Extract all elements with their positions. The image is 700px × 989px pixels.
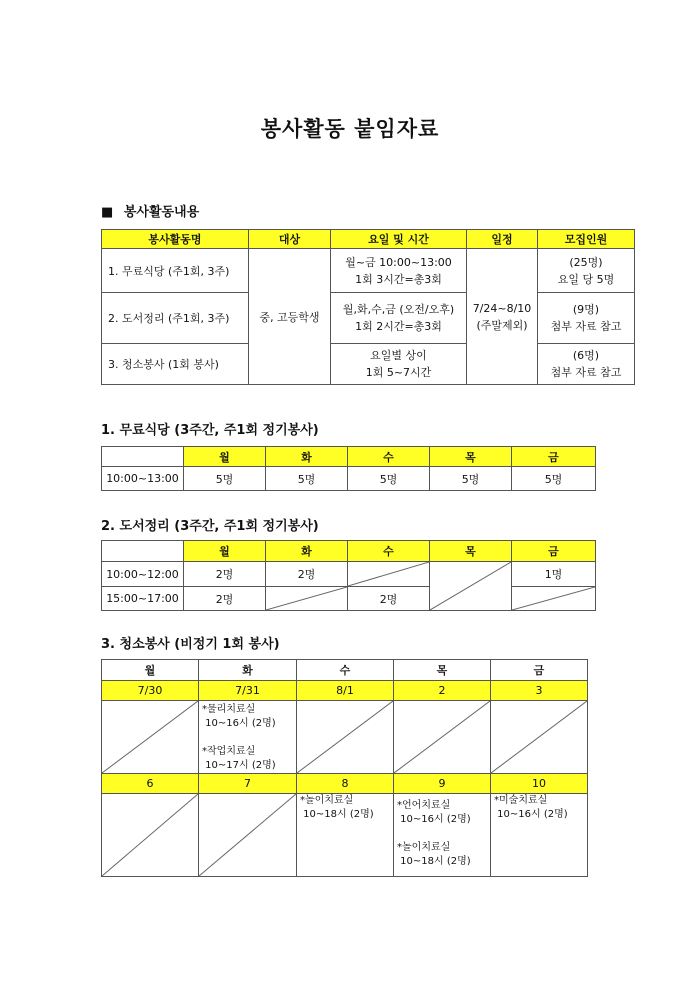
cleaning-table [101,659,588,877]
assignment-cell [491,794,588,877]
empty-slashed-cell [297,701,394,774]
recruit-note: 첨부 자료 참고 [550,320,622,333]
day-header: 수 [348,541,430,562]
day-time-line: 월,화,수,금 (오전/오후) [342,303,455,316]
count-cell: 1명 [512,562,596,587]
empty-slashed-cell [199,794,297,877]
empty-slashed-cell [266,587,348,611]
day-header: 화 [199,660,297,681]
room-name: *놀이치료실 [397,842,451,853]
count-cell: 2명 [266,562,348,587]
room-name: *물리치료실 [202,704,256,715]
day-time-cell [331,293,467,344]
assignment-cell [199,701,297,774]
room-time: 10~16시 (2명) [202,718,276,729]
corner-cell [102,541,184,562]
table-row [102,701,588,774]
table-row [102,344,635,385]
time-slot: 10:00~12:00 [102,562,184,587]
section-heading [101,201,199,220]
day-header: 화 [266,447,348,467]
day-header: 목 [430,447,512,467]
count-cell: 5명 [348,467,430,491]
table-row [102,293,635,344]
room-time: 10~18시 (2명) [300,809,374,820]
room-name: *언어치료실 [397,800,451,811]
empty-slashed-cell [102,794,199,877]
corner-cell [102,447,184,467]
day-header: 월 [184,541,266,562]
room-time: 10~17시 (2명) [202,760,276,771]
room-name: *작업치료실 [202,746,256,757]
date-cell: 9 [394,774,491,794]
table-row [102,587,596,611]
day-header: 금 [512,541,596,562]
time-slot: 15:00~17:00 [102,587,184,611]
schedule-cell [467,249,538,385]
overview-table [101,229,635,385]
recruit-count: (25명) [569,255,603,269]
activity-name: 2. 도서정리 (주1회, 3주) [102,293,249,344]
recruit-note: 요일 당 5명 [557,272,615,286]
date-cell: 7/31 [199,681,297,701]
date-row [102,774,588,794]
date-cell: 6 [102,774,199,794]
count-cell: 5명 [512,467,596,491]
day-header: 월 [102,660,199,681]
date-cell: 7/30 [102,681,199,701]
room-time: 10~18시 (2명) [397,856,471,867]
col-header-day-time: 요일 및 시간 [331,230,467,249]
assignment-cell [297,794,394,877]
day-time-cell [331,249,467,293]
empty-slashed-cell [348,562,430,587]
day-header: 목 [394,660,491,681]
room-name: *미술치료실 [494,795,548,806]
day-header: 목 [430,541,512,562]
count-cell: 5명 [430,467,512,491]
date-cell: 8 [297,774,394,794]
col-header-activity: 봉사활동명 [102,230,249,249]
assignment-cell [394,794,491,877]
empty-slashed-cell [512,587,596,611]
date-cell: 2 [394,681,491,701]
document-title: 봉사활동 붙임자료 [260,117,440,141]
time-slot: 10:00~13:00 [102,467,184,491]
recruit-count: (6명) [572,349,600,362]
date-cell: 7 [199,774,297,794]
activity-name: 1. 무료식당 (주1회, 3주) [102,249,249,293]
recruit-cell [538,344,635,385]
square-bullet-icon: ■ [101,205,114,220]
library-heading: 2. 도서정리 (3주간, 주1회 정기봉사) [101,519,319,534]
date-cell: 10 [491,774,588,794]
cleaning-heading: 3. 청소봉사 (비정기 1회 봉사) [101,637,280,652]
empty-slashed-cell [430,562,512,611]
cafeteria-table [101,446,596,491]
room-time: 10~16시 (2명) [494,809,568,820]
empty-slashed-cell [491,701,588,774]
date-row [102,681,588,701]
count-cell: 2명 [184,562,266,587]
day-header: 수 [297,660,394,681]
target-cell: 중, 고등학생 [249,249,331,385]
col-header-target: 대상 [249,230,331,249]
date-cell: 8/1 [297,681,394,701]
day-time-line: 요일별 상이 [370,349,427,362]
day-time-line: 월~금 10:00~13:00 [345,255,452,269]
recruit-count: (9명) [572,303,600,316]
day-header: 월 [184,447,266,467]
count-cell: 5명 [184,467,266,491]
table-row [102,562,596,587]
count-cell: 2명 [184,587,266,611]
day-time-line: 1회 2시간=총3회 [355,320,442,333]
room-name: *놀이치료실 [300,795,354,806]
day-header: 화 [266,541,348,562]
col-header-recruit: 모집인원 [538,230,635,249]
day-time-line: 1회 5~7시간 [365,366,432,379]
schedule-note: (주말제외) [476,318,528,332]
recruit-cell [538,293,635,344]
day-header: 수 [348,447,430,467]
day-header: 금 [512,447,596,467]
day-header: 금 [491,660,588,681]
activity-name: 3. 청소봉사 (1회 봉사) [102,344,249,385]
table-row [102,467,596,491]
cafeteria-heading: 1. 무료식당 (3주간, 주1회 정기봉사) [101,423,319,438]
day-time-cell [331,344,467,385]
day-time-line: 1회 3시간=총3회 [355,272,442,286]
count-cell: 2명 [348,587,430,611]
room-time: 10~16시 (2명) [397,814,471,825]
schedule-dates: 7/24~8/10 [472,301,532,315]
date-cell: 3 [491,681,588,701]
table-row [102,249,635,293]
empty-slashed-cell [102,701,199,774]
col-header-schedule: 일정 [467,230,538,249]
section-heading-text: 봉사활동내용 [123,205,200,220]
library-table [101,540,596,611]
recruit-note: 첨부 자료 참고 [550,366,622,379]
empty-slashed-cell [394,701,491,774]
count-cell: 5명 [266,467,348,491]
table-row [102,794,588,877]
recruit-cell [538,249,635,293]
